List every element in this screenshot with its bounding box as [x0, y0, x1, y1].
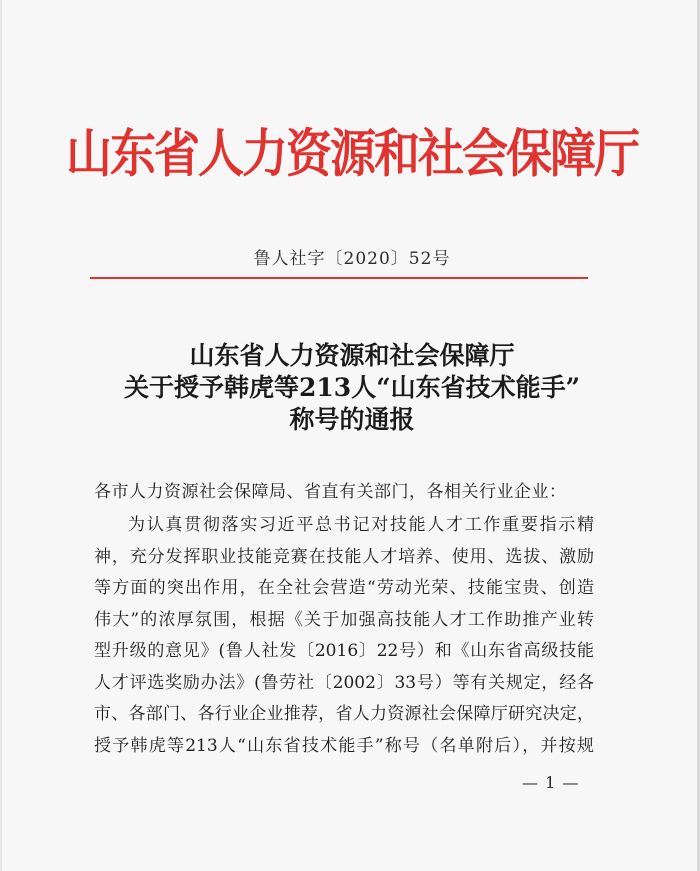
title-line: 关于授予韩虎等213人“山东省技术能手”	[124, 373, 580, 402]
document-number: 鲁人社字〔2020〕52号	[253, 249, 451, 269]
page-number: — 1 —	[522, 773, 580, 792]
body-line: 伟大”的浓厚氛围，根据《关于加强高技能人才工作助推产业转	[94, 609, 594, 630]
document-title	[2, 340, 700, 436]
body-line: 人才评选奖励办法》(鲁劳社〔2002〕33号）等有关规定，经各	[94, 672, 594, 693]
body-line: 神，充分发挥职业技能竞赛在技能人才培养、使用、选拔、激励	[94, 546, 594, 567]
red-divider-line	[90, 277, 588, 279]
title-line: 山东省人力资源和社会保障厅	[189, 341, 515, 370]
body-line: 为认真贯彻落实习近平总书记对技能人才工作重要指示精	[128, 515, 594, 535]
body-line: 授予韩虎等213人“山东省技术能手”称号（名单附后），并按规	[94, 735, 594, 756]
body-line: 型升级的意见》(鲁人社发〔2016〕22号）和《山东省高级技能	[94, 641, 594, 661]
issuing-authority-header: 山东省人力资源和社会保障厅	[66, 123, 638, 184]
body-line: 等方面的突出作用，在全社会营造“劳动光荣、技能宝贵、创造	[94, 578, 594, 598]
body-line: 市、各部门、各行业企业推荐，省人力资源社会保障厅研究决定，	[94, 704, 594, 724]
salutation: 各市人力资源社会保障局、省直有关部门，各相关行业企业：	[94, 482, 567, 502]
title-line: 称号的通报	[289, 405, 415, 434]
body-paragraph	[94, 510, 594, 762]
